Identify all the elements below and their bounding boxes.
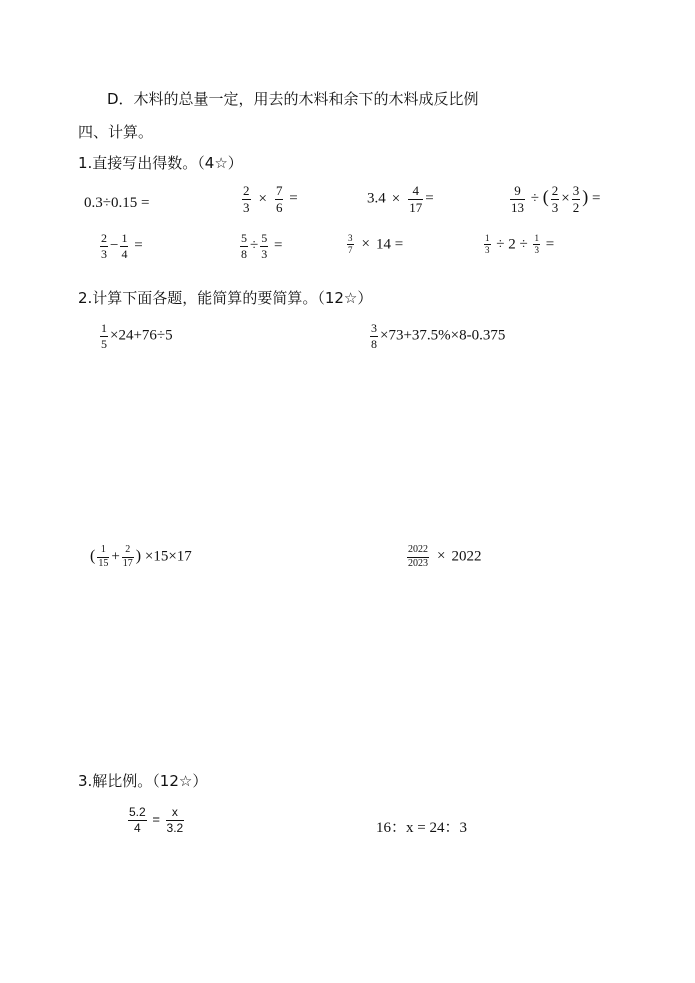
question-3-title: 3.解比例。（12☆） [78,772,208,790]
fraction: $\frac{2}{3}$ [551,183,559,215]
fraction: $\frac{9}{13}$ [511,183,524,215]
q1-item-5: $\frac{2}{3}$ − $\frac{1}{4}$ = [101,231,143,261]
fraction: $\frac{1}{4}$ [121,231,128,261]
option-d: D．木料的总量一定，用去的木料和余下的木料成反比例 [107,90,479,108]
fraction: $\frac{1}{3}$ [485,233,490,256]
q1-item-2: $\frac{2}{3}$ × $\frac{7}{6}$ = [243,183,298,215]
fraction: $\frac{3}{7}$ [348,233,353,256]
q1-item-6: $\frac{5}{8}$ ÷ $\frac{5}{3}$ = [241,231,283,261]
fraction: $\frac{5}{8}$ [241,231,247,261]
fraction: $\frac{2}{17}$ [122,544,133,569]
q2-problem-4: $\frac{2022}{2023}$ × 2022 [408,544,482,569]
question-2-title: 2.计算下面各题，能简算的要简算。（12☆） [78,289,373,307]
q1-item-4: $\frac{9}{13}$ ÷ ( $\frac{2}{3}$ × $\frac{3}{2}$ ) = [511,183,601,215]
fraction: $\frac{1}{3}$ [534,233,539,256]
fraction: $\frac{5.2}{4}$ [129,805,146,835]
fraction: $\frac{1}{5}$ [101,321,107,351]
q2-problem-3: ( $\frac{1}{15}$ + $\frac{2}{17}$ ) ×15×17 [90,544,192,569]
fraction: $\frac{x}{3.2}$ [166,805,184,835]
question-1-title: 1.直接写出得数。（4☆） [78,154,243,172]
q3-proportion-2: 16：x = 24：3 [376,820,467,836]
q2-problem-1: $\frac{1}{5}$ ×24+76÷5 [101,321,173,351]
q2-problem-2: $\frac{3}{8}$ ×73+37.5%×8-0.375 [371,321,506,351]
fraction: $\frac{2}{3}$ [243,183,250,215]
fraction: $\frac{1}{15}$ [98,544,109,569]
fraction: $\frac{7}{6}$ [275,183,283,215]
q1-item-3: 3.4 × $\frac{4}{17}$ = [367,183,434,215]
fraction: $\frac{3}{2}$ [572,183,580,215]
q1-item-8: $\frac{1}{3}$ ÷ 2 ÷ $\frac{1}{3}$ = [485,233,555,256]
fraction: $\frac{4}{17}$ [409,183,423,215]
q1-item-1: 0.3÷0.15 = [84,195,150,211]
q1-item-7: $\frac{3}{7}$ × 14 = [348,233,404,256]
fraction: $\frac{2}{3}$ [101,231,107,261]
section-title: 四、计算。 [78,123,154,141]
fraction: $\frac{5}{3}$ [261,231,268,261]
fraction: $\frac{3}{8}$ [371,321,377,351]
q3-proportion-1: $\frac{5.2}{4}$ = $\frac{x}{3.2}$ [129,805,184,835]
fraction: $\frac{2022}{2023}$ [408,544,428,569]
